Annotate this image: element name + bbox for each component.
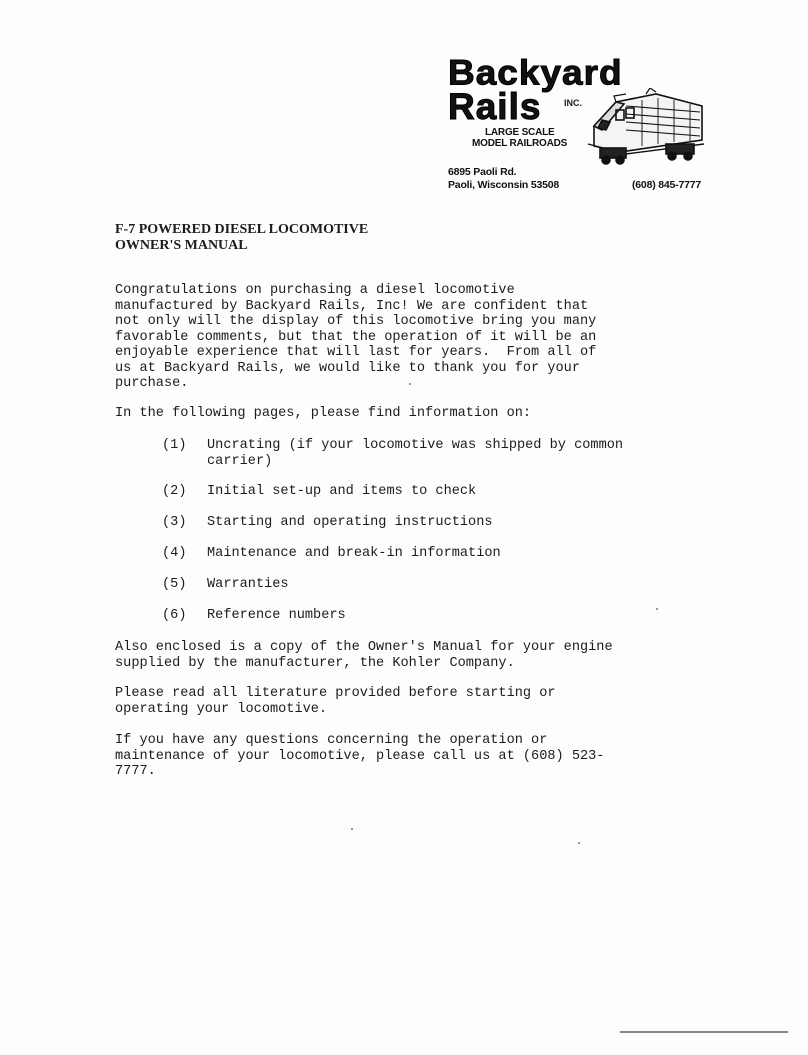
address-line2: Paoli, Wisconsin 53508 [448,179,560,191]
list-item-number: (2) [162,484,187,499]
intro-paragraph: Congratulations on purchasing a diesel locomotive manufactured by Backyard Rails, Inc! We are confident that not only will the display of this locomotive bring you many favorable comments, but that the operation of it will be an enjoyable experience that will last for years. From all of us at Backyard Rails, we would like to thank you for your purchase. [115,283,597,391]
scan-speck [409,383,411,385]
list-item-text: Starting and operating instructions [207,515,493,530]
list-item-number: (5) [162,577,187,592]
questions-paragraph: If you have any questions concerning the operation or maintenance of your locomotive, please call us at (608) 523- 7777. [115,733,605,779]
tagline-line1: LARGE SCALE [485,127,555,138]
scan-edge-line [620,1031,788,1033]
company-inc: INC. [564,98,582,108]
list-item-text: Reference numbers [207,608,346,623]
company-phone: (608) 845-7777 [632,179,702,191]
tagline-line2: MODEL RAILROADS [472,138,568,149]
list-item-number: (4) [162,546,187,561]
scan-speck [351,828,353,830]
list-item-text: Maintenance and break-in information [207,546,501,561]
scan-speck [656,608,658,610]
list-item-text: Uncrating (if your locomotive was shipped by common carrier) [207,438,624,469]
manual-title-line1: F-7 POWERED DIESEL LOCOMOTIVE [115,222,369,237]
list-item-number: (6) [162,608,187,623]
list-intro: In the following pages, please find information on: [115,406,532,421]
read-paragraph: Please read all literature provided before starting or operating your locomotive. [115,686,556,717]
list-item-text: Warranties [207,577,289,592]
scan-speck [578,842,580,844]
list-item-number: (1) [162,438,187,453]
locomotive-icon [586,88,708,168]
address-line1: 6895 Paoli Rd. [448,166,517,178]
list-item-number: (3) [162,515,187,530]
company-name-line2: Rails [448,86,542,127]
list-item-text: Initial set-up and items to check [207,484,477,499]
manual-title-line2: OWNER'S MANUAL [115,238,248,253]
enclosed-paragraph: Also enclosed is a copy of the Owner's Manual for your engine supplied by the manufacturer, the Kohler Company. [115,640,613,671]
company-name-line1: Backyard [448,53,623,92]
